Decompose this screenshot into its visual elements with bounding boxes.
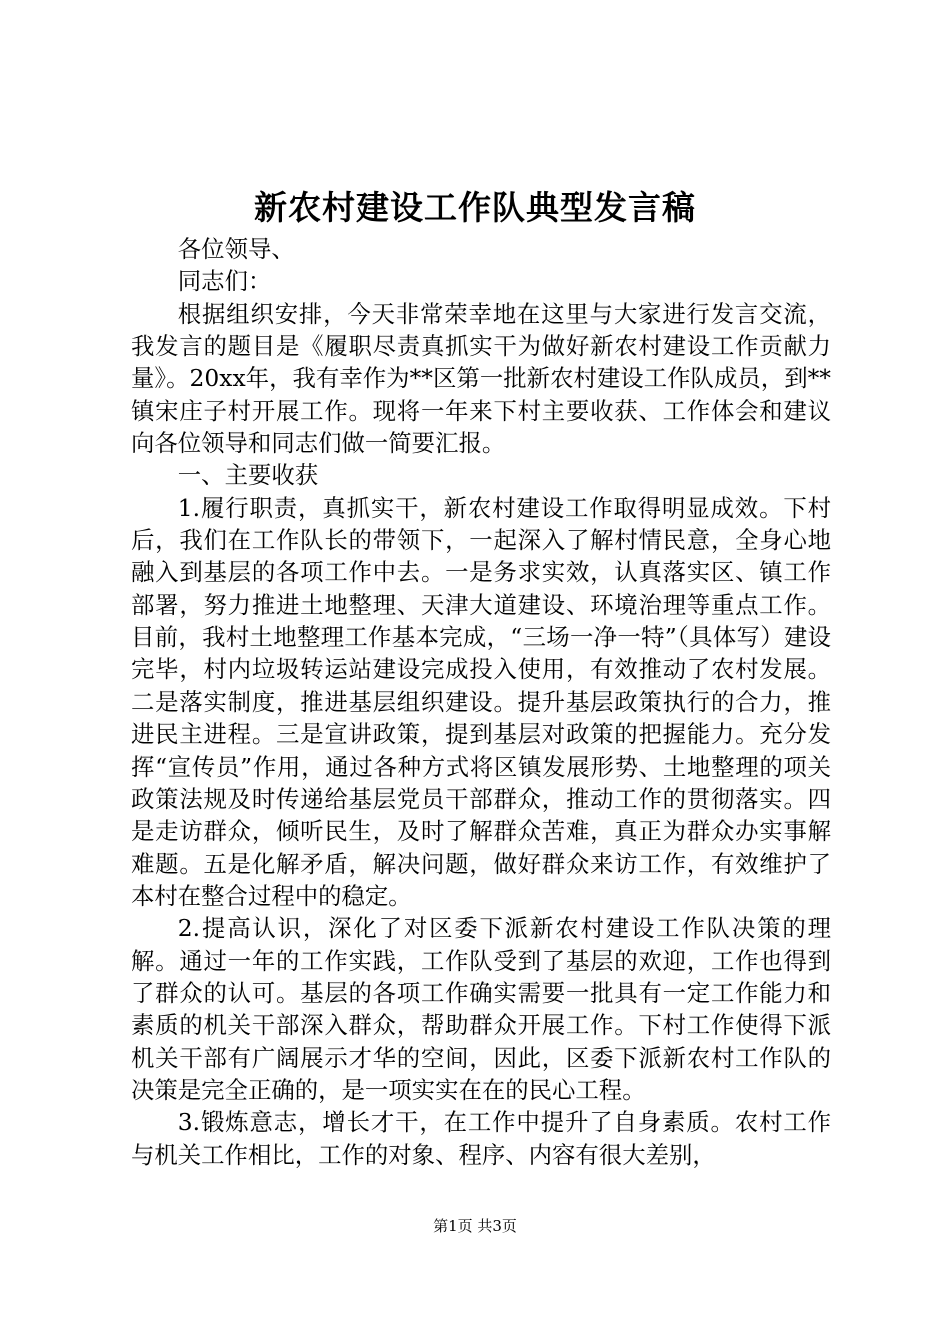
- page-number-footer: 第1页 共3页: [433, 1217, 517, 1235]
- body-paragraph: 1.履行职责，真抓实干，新农村建设工作取得明显成效。下村后，我们在工作队长的带领下，一起深入了解村情民意，全身心地融入到基层的各项工作中去。一是务求实效，认真落实区、镇工作部署，努力推进土地整理、天津大道建设、环境治理等重点工作。目前，我村土地整理工作基本完成，“三场一净一特”（具体写）建设完毕，村内垃圾转运站建设完成投入使用，有效推动了农村发展。二是落实制度，推进基层组织建设。提升基层政策执行的合力，推进民主进程。三是宣讲政策，提到基层对政策的把握能力。充分发挥“宣传员”作用，通过各种方式将区镇发展形势、土地整理的项关政策法规及时传递给基层党员干部群众，推动工作的贯彻落实。四是走访群众，倾听民生，及时了解群众苦难，真正为群众办实事解难题。五是化解矛盾，解决问题，做好群众来访工作，有效维护了本村在整合过程中的稳定。: [131, 493, 831, 910]
- document-body: [131, 233, 831, 1171]
- document-title: 新农村建设工作队典型发言稿: [254, 188, 696, 227]
- body-paragraph: 3.锻炼意志，增长才干，在工作中提升了自身素质。农村工作与机关工作相比，工作的对象、程序、内容有很大差别，: [131, 1108, 831, 1169]
- intro-paragraph: 根据组织安排，今天非常荣幸地在这里与大家进行发言交流，我发言的题目是《履职尽责真抓实干为做好新农村建设工作贡献力量》。20xx年，我有幸作为**区第一批新农村建设工作队成员，到**镇宋庄子村开展工作。现将一年来下村主要收获、工作体会和建议向各位领导和同志们做一简要汇报。: [131, 299, 831, 458]
- section-heading-main-gains: 一、主要收获: [177, 461, 319, 490]
- salutation-leaders: 各位领导、: [177, 235, 295, 263]
- body-paragraph: 2.提高认识，深化了对区委下派新农村建设工作队决策的理解。通过一年的工作实践，工作队受到了基层的欢迎，工作也得到了群众的认可。基层的各项工作确实需要一批具有一定工作能力和素质的机关干部深入群众，帮助群众开展工作。下村工作使得下派机关干部有广阔展示才华的空间，因此，区委下派新农村工作队的决策是完全正确的，是一项实实在在的民心工程。: [131, 914, 831, 1104]
- salutation-comrades: 同志们：: [177, 267, 272, 296]
